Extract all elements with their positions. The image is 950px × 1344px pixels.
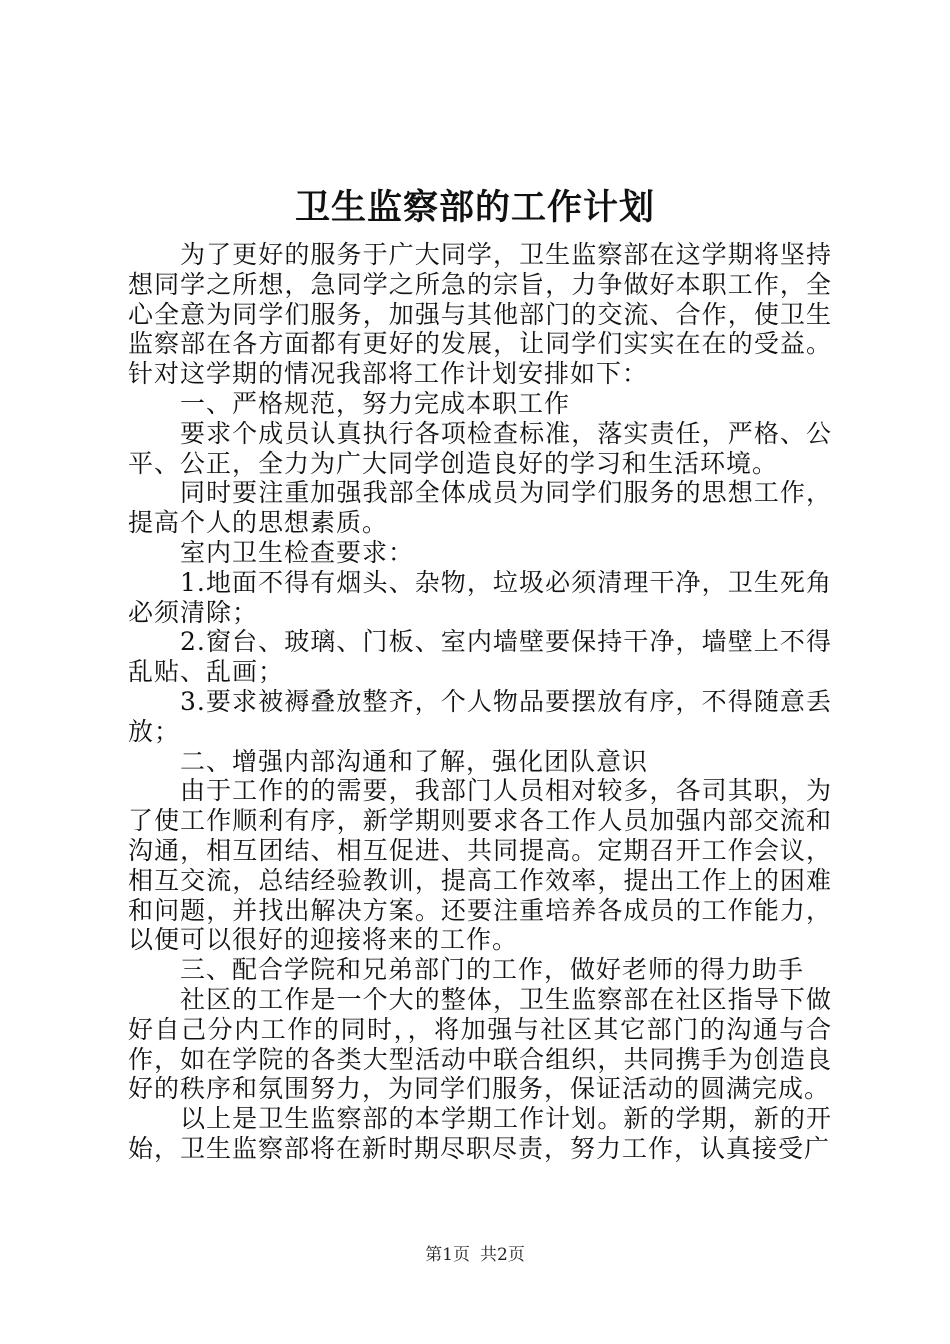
paragraph-closing: 以上是卫生监察部的本学期工作计划。新的学期，新的开始，卫生监察部将在新时期尽职尽责，努力工作，认真接受广 <box>128 1104 832 1163</box>
paragraph: 同时要注重加强我部全体成员为同学们服务的思想工作，提高个人的思想素质。 <box>128 478 832 538</box>
section-heading-3: 三、配合学院和兄弟部门的工作，做好老师的得力助手 <box>180 955 805 985</box>
document-body <box>128 240 832 1164</box>
page-footer <box>0 1244 950 1266</box>
section-heading-2: 二、增强内部沟通和了解，强化团队意识 <box>180 746 649 776</box>
checklist-heading: 室内卫生检查要求： <box>180 537 415 567</box>
section-heading-1: 一、严格规范，努力完成本职工作 <box>180 388 571 418</box>
page-number: 第1页 <box>425 1245 470 1265</box>
checklist-item-2: 2.窗台、玻璃、门板、室内墙壁要保持干净，墙壁上不得乱贴、乱画； <box>128 627 832 687</box>
paragraph: 社区的工作是一个大的整体，卫生监察部在社区指导下做好自己分内工作的同时，，将加强与社区其它部门的沟通与合作，如在学院的各类大型活动中联合组织，共同携手为创造良好的秩序和氛围努力，为同学们服务，保证活动的圆满完成。 <box>128 984 832 1104</box>
paragraph: 要求个成员认真执行各项检查标准，落实责任，严格、公平、公正，全力为广大同学创造良好的学习和生活环境。 <box>128 418 832 478</box>
checklist-item-3: 3.要求被褥叠放整齐，个人物品要摆放有序，不得随意丢放； <box>128 686 832 746</box>
paragraph-intro: 为了更好的服务于广大同学，卫生监察部在这学期将坚持想同学之所想，急同学之所急的宗旨，力争做好本职工作，全心全意为同学们服务，加强与其他部门的交流、合作，使卫生监察部在各方面都有更好的发展，让同学们实实在在的受益。针对这学期的情况我部将工作计划安排如下： <box>128 240 832 389</box>
page-total: 共2页 <box>480 1245 525 1265</box>
checklist-item-1: 1.地面不得有烟头、杂物，垃圾必须清理干净，卫生死角必须清除； <box>128 567 832 627</box>
paragraph: 由于工作的的需要，我部门人员相对较多，各司其职，为了使工作顺利有序，新学期则要求各工作人员加强内部交流和沟通，相互团结、相互促进、共同提高。定期召开工作会议，相互交流，总结经验教训，提高工作效率，提出工作上的困难和问题，并找出解决方案。还要注重培养各成员的工作能力，以便可以很好的迎接将来的工作。 <box>128 776 832 955</box>
document-title: 卫生监察部的工作计划 <box>294 187 655 228</box>
